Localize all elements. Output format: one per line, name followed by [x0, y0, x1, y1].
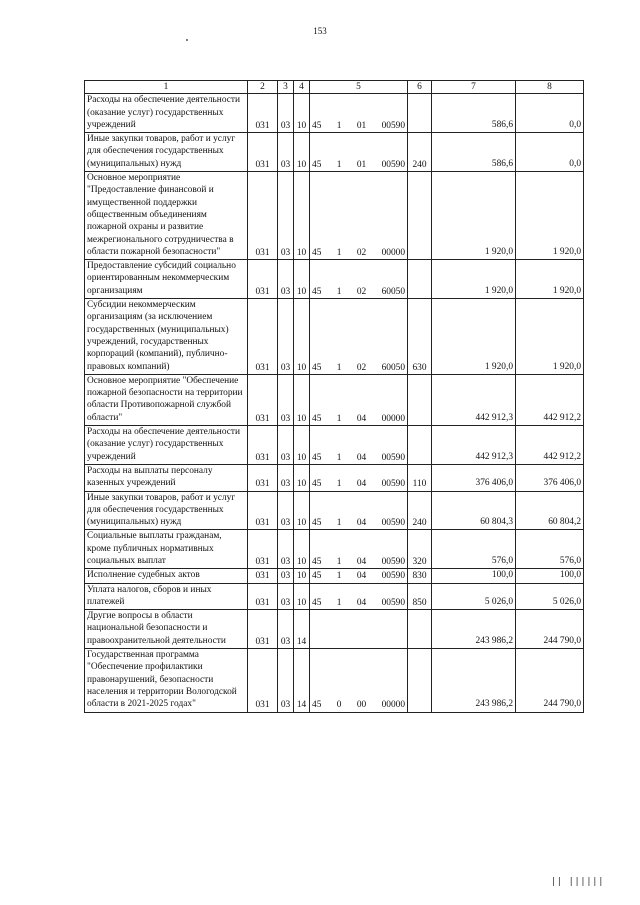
row-subsection-code: 10	[294, 583, 310, 610]
row-section-code: 03	[278, 374, 294, 425]
row-amount-col8: 1 920,0	[516, 172, 584, 260]
target-article-part: 04	[356, 571, 367, 582]
table-header-row	[85, 81, 584, 94]
row-section-code: 03	[278, 260, 294, 299]
row-section-code: 03	[278, 94, 294, 133]
target-article-part: 1	[336, 120, 342, 131]
row-target-article	[310, 172, 408, 260]
row-ved-code: 031	[248, 94, 278, 133]
row-expense-type	[408, 172, 432, 260]
target-article-part: 60050	[381, 286, 405, 297]
target-article-part: 1	[336, 286, 342, 297]
target-article-part: 45	[312, 518, 322, 529]
row-target-article	[310, 133, 408, 172]
row-expense-type: 630	[408, 299, 432, 375]
row-expense-type	[408, 374, 432, 425]
table-body	[85, 94, 584, 712]
target-article-part: 1	[336, 159, 342, 170]
target-article-part: 00590	[381, 120, 405, 131]
target-article-part: 00590	[381, 159, 405, 170]
row-amount-col8: 0,0	[516, 133, 584, 172]
table-row	[85, 426, 584, 465]
row-target-article	[310, 649, 408, 712]
target-article-part: 00000	[381, 247, 405, 258]
row-name: Иные закупки товаров, работ и услуг для обеспечения государственных (муниципальных) нужд	[85, 133, 248, 172]
header-col-1: 1	[85, 81, 248, 94]
page-number: 153	[313, 26, 327, 36]
row-target-article	[310, 426, 408, 465]
row-amount-col7: 243 986,2	[432, 610, 516, 649]
target-article-part: 02	[356, 286, 367, 297]
row-amount-col7: 5 026,0	[432, 583, 516, 610]
target-article-part: 00000	[381, 700, 405, 711]
row-amount-col7: 1 920,0	[432, 260, 516, 299]
target-article-part: 04	[356, 597, 367, 608]
row-subsection-code: 10	[294, 94, 310, 133]
table-row	[85, 260, 584, 299]
row-amount-col7: 576,0	[432, 530, 516, 569]
target-article-part: 1	[336, 413, 342, 424]
row-subsection-code: 14	[294, 649, 310, 712]
target-article-part: 00590	[381, 452, 405, 463]
target-article-part: 45	[312, 362, 322, 373]
row-name: Субсидии некоммерческим организациям (за исключением государственных (муниципальных) учреждений, государственных корпораций (компаний), публично-правовых компаний)	[85, 299, 248, 375]
row-subsection-code: 10	[294, 133, 310, 172]
row-ved-code: 031	[248, 299, 278, 375]
target-article-part: 1	[336, 452, 342, 463]
row-expense-type	[408, 426, 432, 465]
target-article-part: 1	[336, 362, 342, 373]
row-amount-col8: 244 790,0	[516, 649, 584, 712]
target-article-part: 45	[312, 571, 322, 582]
row-target-article	[310, 299, 408, 375]
target-article-part: 00590	[381, 556, 405, 567]
row-amount-col7: 1 920,0	[432, 172, 516, 260]
target-article-parts	[310, 247, 407, 259]
row-expense-type	[408, 94, 432, 133]
row-name: Основное мероприятие "Обеспечение пожарной безопасности на территории области Противопожарной службой области"	[85, 374, 248, 425]
row-target-article	[310, 569, 408, 583]
target-article-part: 04	[356, 413, 367, 424]
row-name: Социальные выплаты гражданам, кроме публичных нормативных социальных выплат	[85, 530, 248, 569]
row-target-article	[310, 530, 408, 569]
table-row	[85, 299, 584, 375]
target-article-part: 0	[336, 700, 342, 711]
row-expense-type: 240	[408, 491, 432, 530]
target-article-part: 1	[336, 597, 342, 608]
row-name: Расходы на обеспечение деятельности (оказание услуг) государственных учреждений	[85, 94, 248, 133]
row-name: Расходы на выплаты персоналу казенных учреждений	[85, 464, 248, 491]
target-article-part: 45	[312, 413, 322, 424]
row-amount-col8: 442 912,2	[516, 426, 584, 465]
target-article-part: 45	[312, 556, 322, 567]
header-col-6: 6	[408, 81, 432, 94]
row-amount-col7: 60 804,3	[432, 491, 516, 530]
target-article-parts	[310, 570, 407, 582]
table-row	[85, 649, 584, 712]
row-amount-col8: 100,0	[516, 569, 584, 583]
row-ved-code: 031	[248, 133, 278, 172]
header-col-3: 3	[278, 81, 294, 94]
target-article-part: 00590	[381, 597, 405, 608]
table-row	[85, 374, 584, 425]
row-ved-code: 031	[248, 260, 278, 299]
header-col-7: 7	[432, 81, 516, 94]
row-subsection-code: 10	[294, 260, 310, 299]
row-ved-code: 031	[248, 426, 278, 465]
budget-table	[84, 80, 584, 713]
row-amount-col7: 442 912,3	[432, 374, 516, 425]
target-article-part: 45	[312, 159, 322, 170]
row-section-code: 03	[278, 133, 294, 172]
target-article-part: 45	[312, 452, 322, 463]
row-amount-col8: 576,0	[516, 530, 584, 569]
row-ved-code: 031	[248, 374, 278, 425]
row-ved-code: 031	[248, 569, 278, 583]
row-name: Государственная программа "Обеспечение профилактики правонарушений, безопасности населения и территории Вологодской области в 2021-2025 годах"	[85, 649, 248, 712]
target-article-part: 04	[356, 556, 367, 567]
row-subsection-code: 10	[294, 491, 310, 530]
row-target-article	[310, 610, 408, 649]
table-row	[85, 94, 584, 133]
row-amount-col8: 1 920,0	[516, 260, 584, 299]
target-article-part: 60050	[381, 362, 405, 373]
row-name: Уплата налогов, сборов и иных платежей	[85, 583, 248, 610]
target-article-parts	[310, 556, 407, 568]
row-expense-type: 320	[408, 530, 432, 569]
target-article-part: 00000	[381, 413, 405, 424]
row-ved-code: 031	[248, 649, 278, 712]
row-target-article	[310, 491, 408, 530]
row-amount-col8: 1 920,0	[516, 299, 584, 375]
row-section-code: 03	[278, 172, 294, 260]
row-subsection-code: 10	[294, 426, 310, 465]
target-article-part: 00590	[381, 518, 405, 529]
row-amount-col7: 442 912,3	[432, 426, 516, 465]
row-amount-col7: 586,6	[432, 133, 516, 172]
target-article-part: 1	[336, 479, 342, 490]
row-section-code: 03	[278, 569, 294, 583]
row-expense-type	[408, 610, 432, 649]
table-row	[85, 569, 584, 583]
row-subsection-code: 14	[294, 610, 310, 649]
row-section-code: 03	[278, 583, 294, 610]
target-article-parts	[310, 413, 407, 425]
header-col-4: 4	[294, 81, 310, 94]
row-expense-type: 830	[408, 569, 432, 583]
target-article-parts	[310, 452, 407, 464]
table-row	[85, 610, 584, 649]
row-ved-code: 031	[248, 610, 278, 649]
row-section-code: 03	[278, 299, 294, 375]
row-ved-code: 031	[248, 464, 278, 491]
row-name: Предоставление субсидий социально ориентированным некоммерческим организациям	[85, 260, 248, 299]
row-expense-type: 110	[408, 464, 432, 491]
row-subsection-code: 10	[294, 530, 310, 569]
row-ved-code: 031	[248, 491, 278, 530]
row-target-article	[310, 464, 408, 491]
scan-dot	[186, 39, 188, 41]
table-row	[85, 491, 584, 530]
row-section-code: 03	[278, 464, 294, 491]
target-article-parts	[310, 478, 407, 490]
header-col-8: 8	[516, 81, 584, 94]
target-article-parts	[310, 159, 407, 171]
row-subsection-code: 10	[294, 172, 310, 260]
row-amount-col8: 442 912,2	[516, 374, 584, 425]
row-section-code: 03	[278, 649, 294, 712]
row-name: Иные закупки товаров, работ и услуг для обеспечения государственных (муниципальных) нужд	[85, 491, 248, 530]
row-subsection-code: 10	[294, 374, 310, 425]
target-article-parts	[310, 517, 407, 529]
row-amount-col8: 5 026,0	[516, 583, 584, 610]
row-section-code: 03	[278, 530, 294, 569]
row-subsection-code: 10	[294, 464, 310, 491]
target-article-parts	[310, 362, 407, 374]
target-article-part: 00590	[381, 571, 405, 582]
row-name: Исполнение судебных актов	[85, 569, 248, 583]
barcode: || ||||||	[550, 877, 604, 887]
row-amount-col8: 244 790,0	[516, 610, 584, 649]
table-row	[85, 583, 584, 610]
target-article-part: 02	[356, 362, 367, 373]
row-section-code: 03	[278, 610, 294, 649]
target-article-part: 1	[336, 247, 342, 258]
row-section-code: 03	[278, 491, 294, 530]
row-amount-col7: 586,6	[432, 94, 516, 133]
target-article-part: 00	[356, 700, 367, 711]
table-row	[85, 464, 584, 491]
target-article-part: 01	[356, 159, 367, 170]
target-article-part: 00590	[381, 479, 405, 490]
row-target-article	[310, 374, 408, 425]
row-amount-col7: 243 986,2	[432, 649, 516, 712]
target-article-parts	[310, 286, 407, 298]
row-amount-col7: 1 920,0	[432, 299, 516, 375]
row-amount-col7: 376 406,0	[432, 464, 516, 491]
target-article-part: 45	[312, 479, 322, 490]
row-expense-type: 240	[408, 133, 432, 172]
row-expense-type	[408, 649, 432, 712]
row-amount-col7: 100,0	[432, 569, 516, 583]
row-ved-code: 031	[248, 530, 278, 569]
row-subsection-code: 10	[294, 569, 310, 583]
target-article-part: 45	[312, 120, 322, 131]
target-article-parts	[310, 120, 407, 132]
row-amount-col8: 0,0	[516, 94, 584, 133]
row-name: Другие вопросы в области национальной безопасности и правоохранительной деятельности	[85, 610, 248, 649]
target-article-part: 02	[356, 247, 367, 258]
row-name: Основное мероприятие "Предоставление финансовой и имущественной поддержки общественным объединениям пожарной охраны и развитие межрегионального сотрудничества в области пожарной безопасности"	[85, 172, 248, 260]
row-target-article	[310, 94, 408, 133]
row-subsection-code: 10	[294, 299, 310, 375]
header-col-2: 2	[248, 81, 278, 94]
target-article-parts	[310, 597, 407, 609]
row-target-article	[310, 260, 408, 299]
row-expense-type: 850	[408, 583, 432, 610]
table-row	[85, 133, 584, 172]
target-article-part: 45	[312, 286, 322, 297]
target-article-part: 01	[356, 120, 367, 131]
row-amount-col8: 60 804,2	[516, 491, 584, 530]
target-article-part: 45	[312, 700, 322, 711]
row-ved-code: 031	[248, 583, 278, 610]
row-name: Расходы на обеспечение деятельности (оказание услуг) государственных учреждений	[85, 426, 248, 465]
target-article-part: 45	[312, 247, 322, 258]
row-ved-code: 031	[248, 172, 278, 260]
target-article-part: 04	[356, 452, 367, 463]
table-row	[85, 172, 584, 260]
target-article-part: 1	[336, 518, 342, 529]
target-article-part: 04	[356, 518, 367, 529]
row-section-code: 03	[278, 426, 294, 465]
header-col-5: 5	[310, 81, 408, 94]
target-article-part: 45	[312, 597, 322, 608]
target-article-part: 1	[336, 571, 342, 582]
target-article-part: 04	[356, 479, 367, 490]
row-target-article	[310, 583, 408, 610]
row-expense-type	[408, 260, 432, 299]
target-article-parts	[310, 699, 407, 711]
target-article-part: 1	[336, 556, 342, 567]
row-amount-col8: 376 406,0	[516, 464, 584, 491]
table-row	[85, 530, 584, 569]
